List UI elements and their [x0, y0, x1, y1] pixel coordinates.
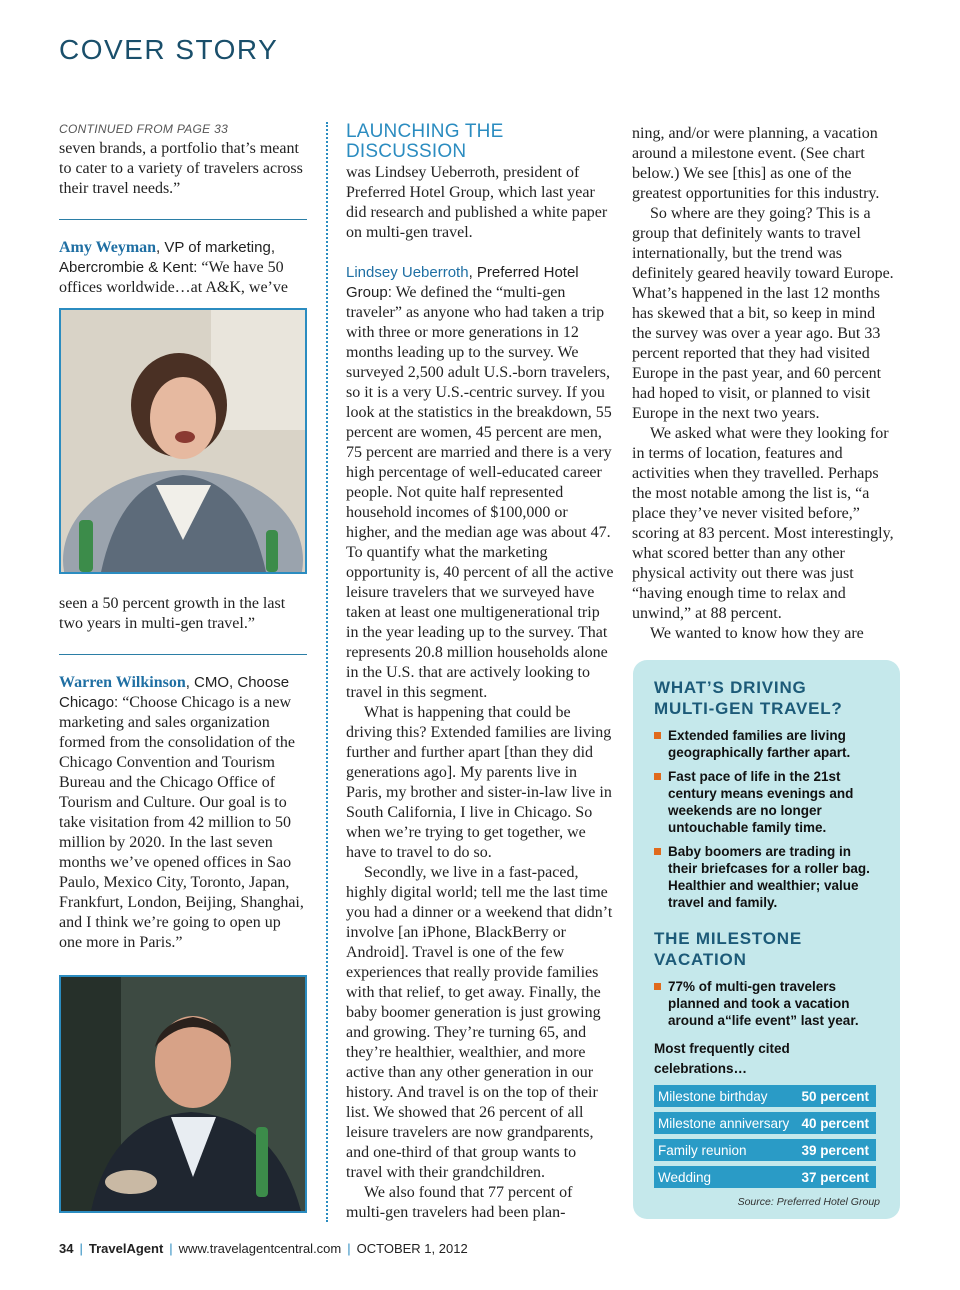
quote-amy-weyman: [59, 238, 307, 298]
paragraph: Secondly, we live in a fast-paced, highly digital world; tell me the last time you had a dinner or a weekend that didn’t involve [an iPhone, BlackBerry or Android]. Travel is one of the few experiences that really provide families with that relief, to get away. Finally, the baby boomer generation is just growing and growing. They’re turning 65, and they’re healthier, wealthier, and more active than any other generation in our history. And travel is on the top of their list. We showed that 26 percent of all leisure travelers are now grandparents, and one-third of that group wants to travel with their grandchildren.: [346, 864, 613, 1181]
speaker-name: Amy Weyman: [59, 239, 157, 256]
portrait-illustration: [61, 310, 305, 572]
separator: |: [169, 1241, 173, 1256]
section-heading: LAUNCHING THE DISCUSSION: [346, 121, 504, 162]
divider: [59, 219, 307, 220]
column-divider: [326, 122, 328, 1222]
paragraph: was Lindsey Ueberroth, president of Preferred Hotel Group, which last year did research and published a white paper on multi-gen travel.: [346, 164, 608, 241]
paragraph: What is happening that could be driving this? Extended families are living further and further apart [than they did generations ago]. My parents live in Paris, my brother and sister-in-law live in South California, I live in Chicago. So when we’re trying to get together, we have to travel to do so.: [346, 704, 612, 861]
stat-value: 39 percent: [801, 1142, 869, 1158]
stat-label: Family reunion: [658, 1142, 747, 1158]
sidebar-heading: [654, 928, 880, 970]
paragraph: ning, and/or were planning, a vacation around a milestone event. (See chart below.) We see [this] as one of the greatest opportunities for this industry.: [632, 125, 880, 202]
page-number: 34: [59, 1241, 74, 1256]
speaker-name: Lindsey Ueberroth: [346, 264, 469, 281]
stat-label: Wedding: [658, 1169, 712, 1185]
quote-text: “We have 50 offices worldwide…at A&K, we’ve: [59, 259, 288, 296]
photo-amy-weyman: [59, 308, 307, 574]
stat-row: [654, 1166, 876, 1188]
continued-label: CONTINUED FROM PAGE 33: [59, 122, 229, 136]
photo-warren-wilkinson: [59, 975, 307, 1213]
stat-value: 40 percent: [801, 1115, 869, 1131]
paragraph: We also found that 77 percent of multi-gen travelers had been plan-: [346, 1184, 573, 1221]
paragraph: We wanted to know how they are: [650, 625, 864, 642]
square-bullet-icon: [654, 983, 661, 990]
list-item-text: 77% of multi-gen travelers planned and took a vacation around a“life event” last year.: [668, 979, 859, 1028]
source-credit: Source: Preferred Hotel Group: [737, 1196, 880, 1208]
milestone-list: [654, 978, 880, 1029]
list-item-text: Extended families are living geographically farther apart.: [668, 728, 851, 760]
square-bullet-icon: [654, 848, 661, 855]
sidebar-box: [633, 660, 900, 1219]
publication-name: TravelAgent: [88, 1241, 164, 1256]
divider: [59, 654, 307, 655]
sidebar-heading: [654, 677, 880, 719]
square-bullet-icon: [654, 773, 661, 780]
list-item: [654, 727, 880, 761]
paragraph: So where are they going? This is a group that definitely wants to travel internationally, but the trend was definitely geared heavily toward Europe. What’s happened in the last 12 months has skewed that a bit, so keep in mind the survey was over a year ago. But 33 percent reported that they had visited Europe in the past year, and 60 percent had hoped to visit, or planned to visit Europe in the next two years.: [632, 205, 894, 422]
quote-warren-wilkinson: [59, 673, 307, 953]
driving-factors-list: [654, 727, 880, 911]
stat-label: Milestone birthday: [658, 1088, 768, 1104]
list-item: [654, 768, 880, 836]
paragraph-speaker: [346, 263, 614, 703]
stat-value: 50 percent: [801, 1088, 869, 1104]
column-1: [59, 122, 307, 1213]
stat-label: Milestone anniversary: [658, 1115, 790, 1131]
list-item: [654, 843, 880, 911]
column-2: [346, 122, 614, 1223]
paragraph: We asked what were they looking for in terms of location, features and activities when they travelled. Perhaps the most notable among the list is, “a place they’ve never visited before,” scoring at 83 percent. Most interestingly, what scored better than any other physical activity out there was just “having enough time to relax and unwind,” at 88 percent.: [632, 425, 894, 622]
paragraph-text: We defined the “multi-gen traveler” as anyone who had taken a trip with three or more generations in 12 months leading up to the survey. We surveyed 2,500 adult U.S.-born travelers, so it is a very U.S.-centric survey. If you look at the statistics in the breakdown, 55 percent are women, 45 percent are men, 75 percent are married and there is a very high percentage of well-educated career people. Not quite half represented household incomes of $100,000 or higher, and the median age was about 47. To quantify what the marketing opportunity is, 40 percent of all the active leisure travelers that we surveyed have taken at least one multigenerational trip in the year leading up to the survey. That represents 20.8 million households alone in the U.S. that are actively looking to travel in this segment.: [346, 284, 614, 701]
page-footer: [59, 1241, 468, 1256]
speaker-role: , CMO, Choose Chicago:: [59, 674, 290, 711]
portrait-illustration: [61, 977, 305, 1211]
intro-text: seven brands, a portfolio that’s meant to cater to a variety of travelers across their travel needs.”: [59, 140, 303, 197]
stat-row: [654, 1112, 876, 1134]
stats-table: [654, 1085, 880, 1188]
heading-line: THE MILESTONE: [654, 929, 802, 948]
heading-line: MULTI-GEN TRAVEL?: [654, 699, 843, 718]
speaker-role: , VP of marketing, Abercrombie & Kent:: [59, 239, 275, 276]
quote-text: “Choose Chicago is a new marketing and sales organization formed from the consolidation of the Chicago Convention and Tourism Bureau and the Chicago Office of Tourism and Culture. Our goal is to take visitation from 42 million to 50 million by 2020. In the last seven months we’ve opened offices in Sao Paulo, Mexico City, Toronto, Japan, Frankfurt, London, Beijing, Shanghai, and I think we’re going to open up one more in Paris.”: [59, 694, 304, 951]
column-3: [632, 124, 897, 644]
heading-line: WHAT’S DRIVING: [654, 678, 807, 697]
list-item-text: Baby boomers are trading in their briefcases for a roller bag. Healthier and wealthier; value travel and family.: [668, 844, 870, 910]
website-url: www.travelagentcentral.com: [178, 1241, 342, 1256]
issue-date: OCTOBER 1, 2012: [356, 1241, 468, 1256]
list-item: [654, 978, 880, 1029]
heading-line: VACATION: [654, 950, 747, 969]
stat-value: 37 percent: [801, 1169, 869, 1185]
list-item-text: Fast pace of life in the 21st century means evenings and weekends are no longer untouchable family time.: [668, 769, 854, 835]
speaker-role: , Preferred Hotel Group:: [346, 264, 579, 301]
section-header: COVER STORY: [59, 34, 279, 65]
cited-label: Most frequently cited celebrations…: [654, 1041, 790, 1076]
stat-row: [654, 1139, 876, 1161]
stat-row: [654, 1085, 876, 1107]
quote-continuation: seen a 50 percent growth in the last two years in multi-gen travel.”: [59, 595, 286, 632]
separator: |: [79, 1241, 83, 1256]
square-bullet-icon: [654, 732, 661, 739]
separator: |: [347, 1241, 351, 1256]
speaker-name: Warren Wilkinson: [59, 674, 186, 691]
